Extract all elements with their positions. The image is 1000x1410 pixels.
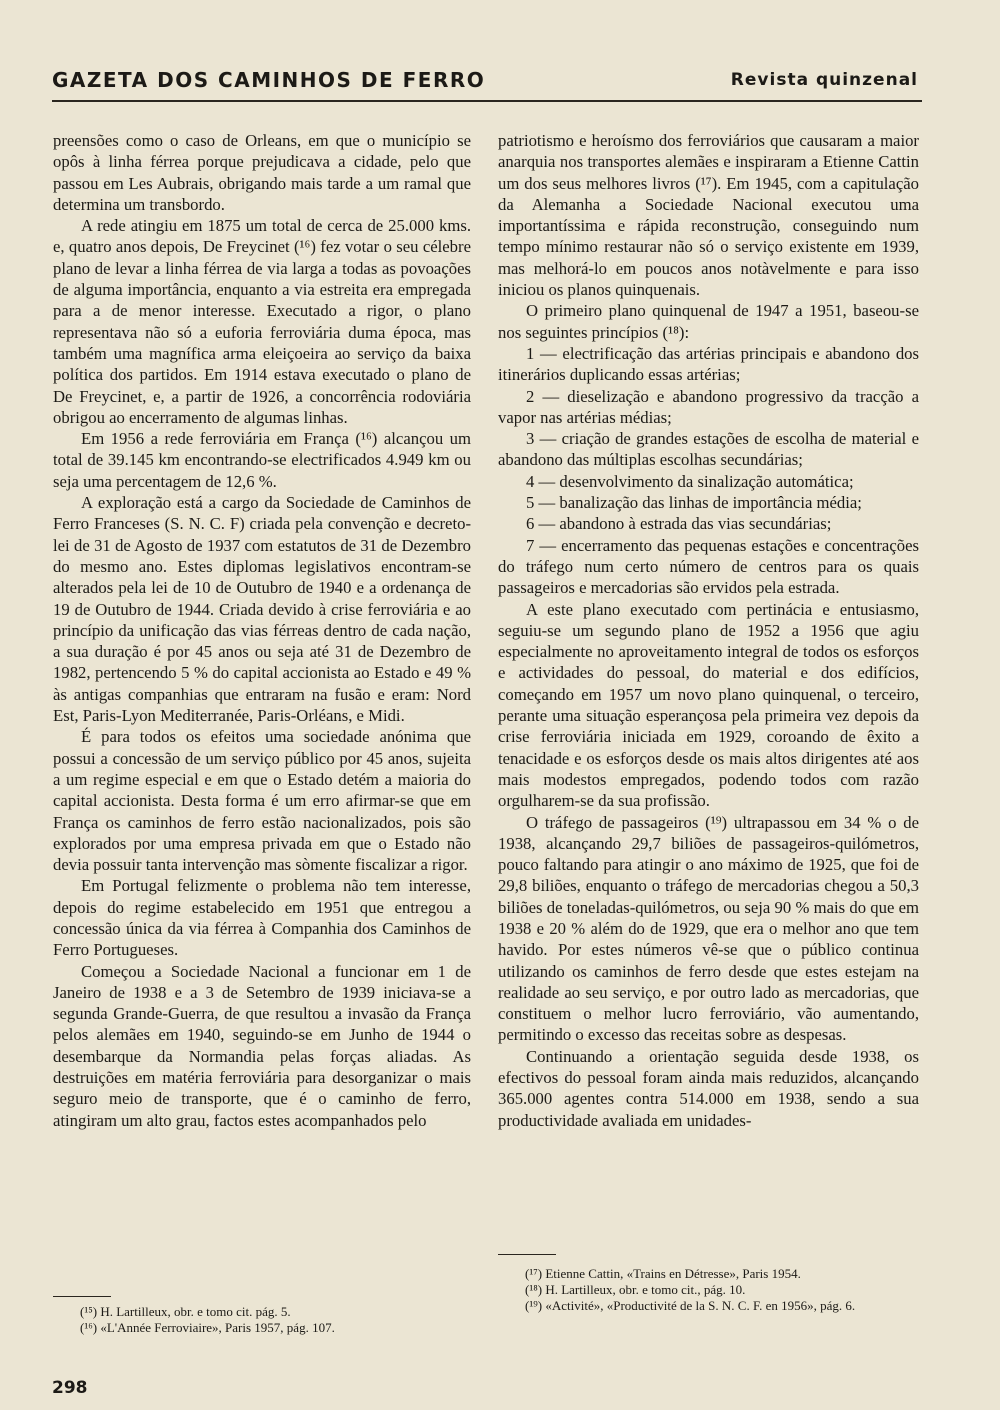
left-column xyxy=(53,130,471,1131)
right-column xyxy=(498,130,919,1131)
list-item: 7 — encerramento das pequenas estações e concentrações do tráfego num certo número de centros para os quais passageiros e mercadorias são ervidos pela estrada. xyxy=(498,535,919,598)
paragraph: preensões como o caso de Orleans, em que o município se opôs à linha férrea porque prejudicava a cidade, pelo que passou em Les Aubrais, obrigando mais tarde a um ramal que determina um transbordo. xyxy=(53,131,471,214)
journal-subtitle: Revista quinzenal xyxy=(730,70,918,90)
list-item: 4 — desenvolvimento da sinalização automática; xyxy=(526,471,854,491)
paragraph: A este plano executado com pertinácia e entusiasmo, seguiu-se um segundo plano de 1952 a 1956 que agiu especialmente no aproveitamento integral de todos os esforços e actividades do pessoal, do material e dos edifícios, começando em 1957 um novo plano quinquenal, o terceiro, perante uma situação esperançosa pela primeira vez depois da crise ferroviária iniciada em 1929, coroando de êxito a tenacidade e os esforços desde os mais altos dirigentes até aos mais modestos empregados, podendo todos com razão orgulharem-se da sua profissão. xyxy=(498,599,919,811)
paragraph: O primeiro plano quinquenal de 1947 a 1951, baseou-se nos seguintes princípios (¹⁸): xyxy=(498,301,919,342)
list-item: 3 — criação de grandes estações de escolha de material e abandono das múltiplas escolhas secundárias; xyxy=(498,429,919,470)
list-item: 2 — dieselização e abandono progressivo da tracção a vapor nas artérias médias; xyxy=(498,386,919,427)
list-item: 6 — abandono à estrada das vias secundárias; xyxy=(526,514,832,534)
paragraph: O tráfego de passageiros (¹⁹) ultrapassou em 34 % o de 1938, alcançando 29,7 biliões de passageiros-quilómetros, pouco faltando para atingir o ano máximo de 1925, que foi de 29,8 biliões, enquanto o tráfego de mercadorias chegou a 50,3 biliões de toneladas-quilómetros, ou seja 90 % mais do que em 1938 e 20 % além do de 1929, que era o melhor ano que tem havido. Por estes números vê-se que o público continua utilizando os caminhos de ferro desde que estes estejam na realidade ao seu serviço, e por outro lado as mercadorias, que constituem o melhor lucro ferroviário, vão aumentando, permitindo o excesso das receitas sobre as despesas. xyxy=(498,812,919,1045)
journal-title: GAZETA DOS CAMINHOS DE FERRO xyxy=(52,68,486,92)
footnotes-right xyxy=(498,1266,919,1314)
page-number: 298 xyxy=(52,1378,88,1398)
paragraph: É para todos os efeitos uma sociedade anónima que possui a concessão de um serviço público por 45 anos, sujeita a um regime especial e em que o Estado detém a maioria do capital accionista. Desta forma é um erro afirmar-se que em França os caminhos de ferro estão nacionalizados, pois são explorados por uma empresa privada em que o Estado não devia possuir tanta intervenção mas sòmente fiscalizar a rigor. xyxy=(53,727,471,875)
paragraph: Em 1956 a rede ferroviária em França (¹⁶) alcançou um total de 39.145 km encontrando-se electrificados 4.949 km ou seja uma percentagem de 12,6 %. xyxy=(53,429,471,491)
footnotes-left xyxy=(80,1304,460,1336)
footnote: (¹⁶) «L'Année Ferroviaire», Paris 1957, pág. 107. xyxy=(80,1320,335,1335)
footnote: (¹⁸) H. Lartilleux, obr. e tomo cit., pág. 10. xyxy=(525,1282,746,1297)
paragraph: Começou a Sociedade Nacional a funcionar em 1 de Janeiro de 1938 e a 3 de Setembro de 1939 iniciava-se a segunda Grande-Guerra, de que resultou a invasão da França pelos alemães em 1940, seguindo-se em Junho de 1944 o desembarque da Normandia pelas forças aliadas. As destruições em matéria ferroviária para desorganizar o mais seguro meio de transporte, que é o caminho de ferro, atingiram um alto grau, factos estes acompanhados pelo xyxy=(53,961,471,1130)
footnote: (¹⁹) «Activité», «Productivité de la S. N. C. F. en 1956», pág. 6. xyxy=(525,1298,856,1313)
footnote: (¹⁷) Etienne Cattin, «Trains en Détresse», Paris 1954. xyxy=(525,1266,801,1281)
header-rule xyxy=(52,100,922,102)
list-item: 1 — electrificação das artérias principais e abandono dos itinerários duplicando essas artérias; xyxy=(498,343,919,385)
footnote: (¹⁵) H. Lartilleux, obr. e tomo cit. pág. 5. xyxy=(80,1304,291,1319)
list-item: 5 — banalização das linhas de importância média; xyxy=(526,493,862,513)
paragraph: patriotismo e heroísmo dos ferroviários que causaram a maior anarquia nos transportes alemães e inspiraram a Etienne Cattin um dos seus melhores livros (¹⁷). Em 1945, com a capitulação da Alemanha a Sociedade Nacional executou uma importantíssima e rápida reconstrução, conseguindo num tempo mínimo restaurar não só o serviço existente em 1939, mas melhorá-lo em poucos anos notàvelmente e para isso iniciou os planos quinquenais. xyxy=(498,131,919,300)
paragraph: Continuando a orientação seguida desde 1938, os efectivos do pessoal foram ainda mais reduzidos, alcançando 365.000 agentes contra 514.000 em 1938, sendo a sua productividade avaliada em unidades- xyxy=(498,1046,919,1130)
principles-list xyxy=(498,343,919,599)
footnote-rule-left xyxy=(53,1296,111,1297)
paragraph: A exploração está a cargo da Sociedade de Caminhos de Ferro Franceses (S. N. C. F) criada pela convenção e decreto-lei de 31 de Agosto de 1937 com estatutos de 31 de Dezembro do mesmo ano. Estes diplomas legislativos encontram-se alterados pela lei de 10 de Outubro de 1940 e a ordenança de 19 de Outubro de 1944. Criada devido à crise ferroviária e ao princípio da unificação das vias férreas dentro de cada nação, a sua duração é por 45 anos ou seja até 31 de Dezembro de 1982, pertencendo 5 % do capital accionista ao Estado e 49 % às antigas companhias que entraram na fusão e eram: Nord Est, Paris-Lyon Mediterranée, Paris-Orléans, e Midi. xyxy=(53,493,471,726)
footnote-rule-right xyxy=(498,1254,556,1255)
paragraph: Em Portugal felizmente o problema não tem interesse, depois do regime estabelecido em 1951 que entregou a concessão única da via férrea à Companhia dos Caminhos de Ferro Portugueses. xyxy=(53,876,471,960)
paragraph: A rede atingiu em 1875 um total de cerca de 25.000 kms. e, quatro anos depois, De Freycinet (¹⁶) fez votar o seu célebre plano de levar a linha férrea de via larga a todas as povoações de alguma importância, enquanto a via estreita era empregada para a de menor interesse. Executado a rigor, o plano representava não só a euforia ferroviária duma época, mas também uma magnífica arma eleiçoeira ao serviço da baixa política dos partidos. Em 1914 estava executado o plano de De Freycinet, e, a partir de 1926, a concorrência rodoviária obrigou ao encerramento de algumas linhas. xyxy=(53,216,471,427)
